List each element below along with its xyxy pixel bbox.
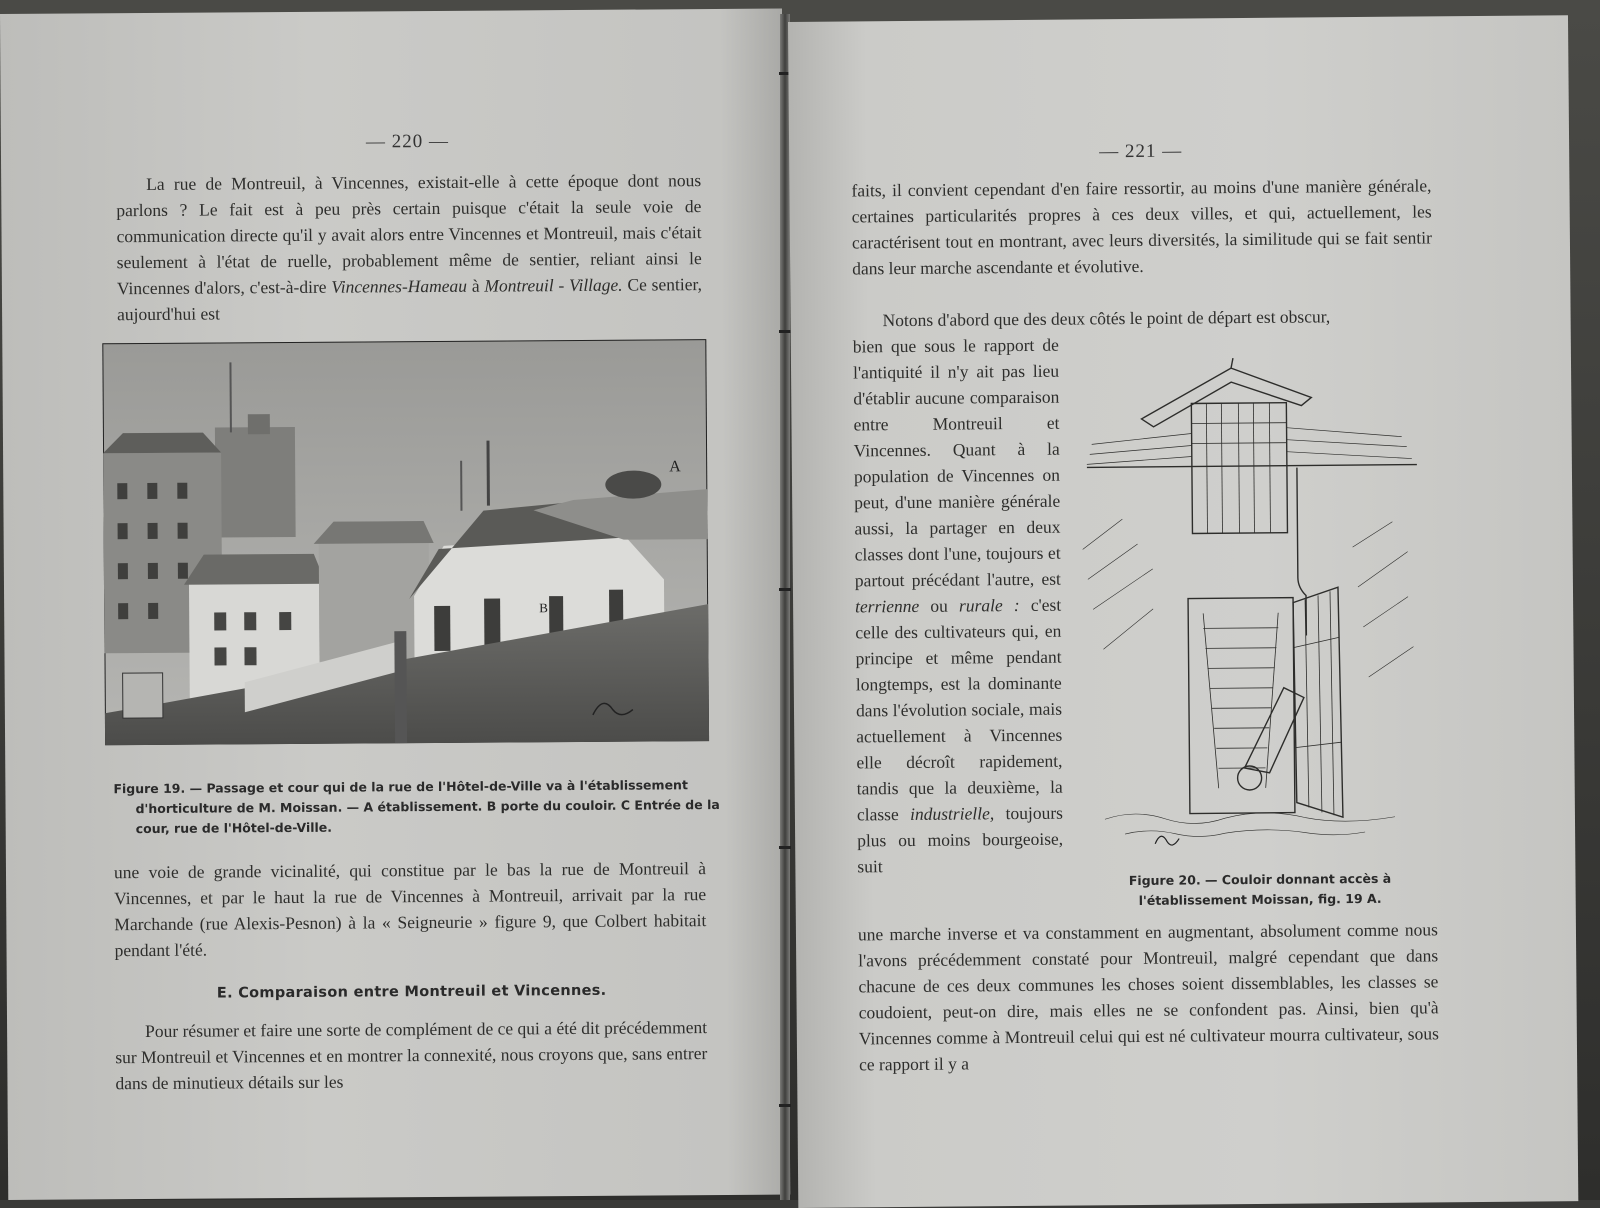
right-page — [788, 15, 1578, 1208]
figure-19-label-b: B — [539, 600, 548, 615]
binding-stitch — [779, 330, 791, 333]
right-para-2-rest — [858, 916, 1439, 1077]
binding-stitch — [779, 846, 791, 849]
right-col-text-c: toujours plus ou moins bourgeoise, suit — [857, 803, 1063, 877]
right-para-1 — [851, 172, 1432, 281]
page-number-220: — 220 — — [366, 131, 449, 154]
left-para-1-italic-2: Montreuil - Village. — [484, 275, 622, 296]
page-number-221: — 221 — — [1099, 141, 1182, 164]
right-narrow-column — [853, 332, 1064, 880]
right-col-italic-2: rurale : — [959, 595, 1020, 616]
left-para-1-end: Ce sentier, aujourd'hui est — [117, 274, 702, 324]
left-para-2 — [114, 855, 707, 963]
right-col-italic-3: industrielle, — [910, 803, 994, 824]
figure-19-label-a: A — [669, 458, 681, 475]
figure-19-engraving — [102, 339, 709, 745]
right-col-text-a: bien que sous le rapport de l'antiquité il n'y ait pas lieu d'établir aucune comparaison entre Montreuil et Vincennes. Quant à la population de Vincennes on peut, d'une manière générale aussi, la partager en deux classes dont l'une, toujours et partout précédant l'autre, est — [853, 335, 1061, 591]
figure-19-caption: Figure 19. — Passage et cour qui de la rue de l'Hôtel-de-Ville va à l'établissement d'horticulture de M. Moissan. — A établissement. B porte du couloir. C Entrée de la cour, rue de l'Hôtel-de-Ville. — [113, 775, 727, 839]
binding-stitch — [779, 1104, 791, 1107]
right-col-text-b: c'est celle des cultivateurs qui, en principe et même pendant longtemps, est la dominante dans l'évolution sociale, mais actuellement à Vincennes elle décroît rapidement, tandis que la deuxième, la classe — [855, 595, 1063, 825]
left-para-2-text: une voie de grande vicinalité, qui constitue par le bas la rue de Montreuil à Vincennes, et par le haut la rue de Vincennes à Montreuil, arrivait par la rue Marchande (rue Alexis-Pesnon) à la « Seigneurie » figure 9, que Colbert habitait pendant l'été. — [114, 855, 707, 963]
left-page — [0, 9, 790, 1200]
right-col-italic-1: terrienne — [855, 596, 919, 617]
figure-20-signature — [1155, 836, 1179, 845]
binding-stitch — [779, 588, 791, 591]
right-para-2-first — [852, 302, 1432, 333]
section-heading: E. Comparaison entre Montreuil et Vincennes. — [217, 983, 607, 1002]
left-para-1-text: La rue de Montreuil, à Vincennes, existait-elle à cette époque dont nous parlons ? Le fait est à peu près certain puisque c'était la seule voie de communication directe qu'il y avait alors entre Vincennes et Montreuil, mais c'était seulement à l'état de ruelle, probablement même de sentier, reliant ainsi le Vincennes d'alors, c'est-à-dire — [116, 170, 701, 298]
left-para-1 — [116, 167, 702, 327]
left-para-3-text: Pour résumer et faire une sorte de complément de ce qui a été dit précédemment sur Montreuil et Vincennes et en montrer la connexité, nous croyons que, sans entrer dans de minutieux détails sur les — [115, 1014, 708, 1096]
right-para-2-rest-text: une marche inverse et va constamment en augmentant, absolument comme nous l'avons précédemment constaté pour Montreuil, malgré cependant que dans chacune de ces deux communes les choses soient dissemblables, les classes se coudoient, peut-on dire, mais elles ne se confondent pas. Ainsi, bien qu'à Vincennes comme à Montreuil celui qui est né cultivateur mourra cultivateur, sous ce rapport il y a — [858, 916, 1439, 1077]
figure-20-sketch — [1081, 346, 1435, 849]
right-para-1-text: faits, il convient cependant d'en faire ressortir, au moins d'une manière générale, certaines particularités propres à ces deux villes, et qui, actuellement, les caractérisent tout en montrant, avec leurs diversités, la similitude qui se fait sentir dans leur marche ascendante et évolutive. — [851, 172, 1432, 281]
right-para-2-first-text: Notons d'abord que des deux côtés le point de départ est obscur, — [852, 302, 1432, 333]
figure-20-caption: Figure 20. — Couloir donnant accès à l'établissement Moissan, fig. 19 A. — [1087, 868, 1432, 911]
right-col-or: ou — [930, 596, 948, 616]
left-para-1-italic-1: Vincennes-Hameau — [331, 276, 467, 297]
left-para-1-mid: à — [472, 276, 480, 296]
left-para-3 — [115, 1014, 708, 1096]
